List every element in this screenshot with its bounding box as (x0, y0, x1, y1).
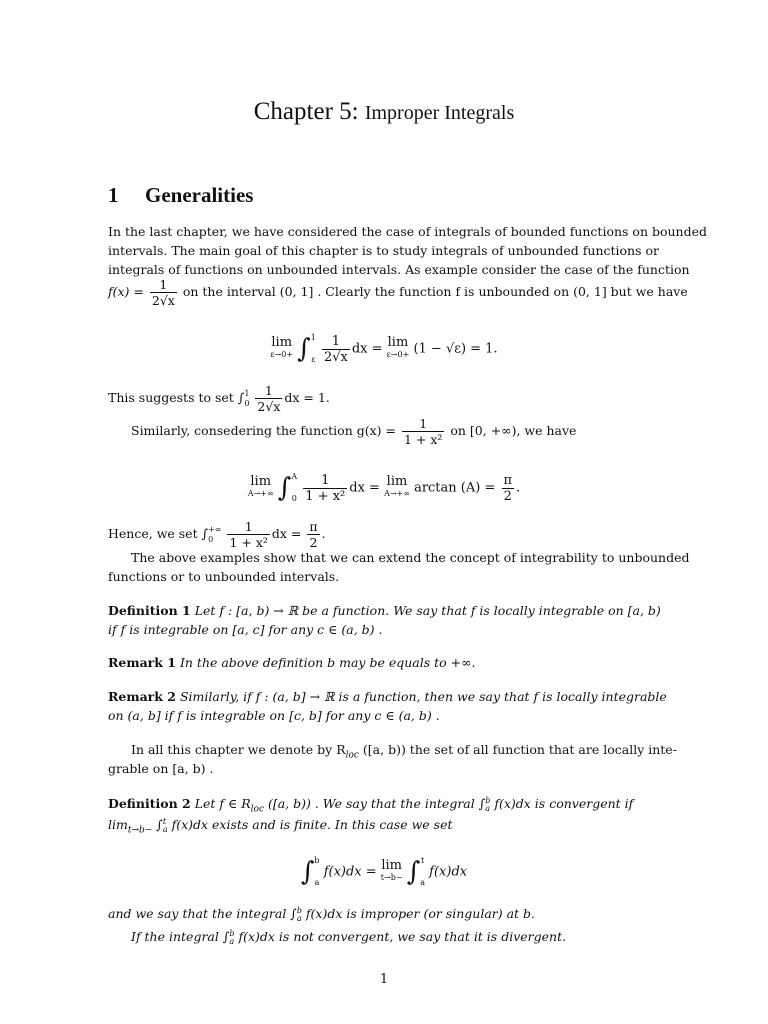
intro-line-3: integrals of functions on unbounded intervals. As example consider the case of the function (108, 262, 690, 277)
above-line-2: functions or to unbounded intervals. (108, 569, 340, 584)
intro-line-4-text: on the interval (0, 1] . Clearly the function f is unbounded on (0, 1] but we have (182, 284, 688, 299)
fx-label: f(x) = (108, 284, 144, 299)
definition-label: Definition 2 (108, 796, 191, 811)
section-title: Generalities (145, 183, 254, 207)
remark-label: Remark 2 (108, 689, 176, 704)
fraction: $\frac{\pi}{2}$ (503, 472, 513, 504)
notation-line-2: grable on [a, b) . (108, 761, 214, 776)
fraction: $\frac{\pi}{2}$ (309, 519, 318, 550)
limit-operator: lim A→+∞ (384, 474, 410, 498)
tail-line-2: If the integral ∫ b a f(x)dx is not convergent, we say that it is divergent. (131, 928, 567, 946)
definition-1-line-2: if f is integrable on [a, c] for any c ∈ (a, b) . (108, 622, 383, 637)
equation-3: ∫ b a f(x)dx = lim t→b− ∫ t a f(x)dx (300, 856, 468, 887)
integral-sign: ∫ (300, 857, 315, 887)
intro-line-1: In the last chapter, we have considered the case of integrals of bounded functions on bounded (108, 224, 707, 239)
integral-sign: ∫ (297, 334, 311, 364)
fraction: $\frac{1}{\text{1 + x²}}$ (229, 519, 268, 550)
fraction: $\frac{1}{\text{1 + x²}}$ (403, 416, 443, 447)
definition-1: Definition 1 Let f : [a, b) → ℝ be a function. We say that f is locally integrable on [a, b) (108, 603, 661, 618)
similarly-line: Similarly, consedering the function g(x) = $\frac{1}{\text{1 + x²}}$ on [0, +∞), we have (131, 416, 577, 447)
remark-2: Remark 2 Similarly, if f : (a, b] → ℝ is a function, then we say that f is locally integrable (108, 689, 667, 704)
fraction: $\frac{1}{2√x}$ (257, 383, 281, 414)
notation-line-1: In all this chapter we denote by $R_{loc}$ ([a, b)) the set of all function that are locally inte- (131, 742, 677, 761)
equation-1: lim ε→0+ ∫ 1 ε $\frac{1}{2√x}$ dx = lim ε→0+ (1 − √ε) = 1. (270, 333, 498, 365)
intro-line-4 (108, 277, 696, 308)
fraction: $\frac{1}{\text{1 + x²}}$ (305, 472, 346, 504)
definition-2: Definition 2 Let f ∈ $R_{loc}$ ([a, b)) . We say that the integral ∫ b a f(x)dx is convergent if (108, 795, 634, 815)
remark-label: Remark 1 (108, 655, 176, 670)
remark-1: Remark 1 In the above definition b may be equals to +∞. (108, 655, 476, 670)
definition-label: Definition 1 (108, 603, 191, 618)
equation-2: lim A→+∞ ∫ A 0 $\frac{1}{\text{1 + x²}}$ dx = lim A→+∞ arctan (A) = $\frac{\pi}{2}$ . (247, 472, 521, 504)
limit-operator: lim ε→0+ (270, 335, 294, 359)
above-line-1: The above examples show that we can extend the concept of integrability to unbounded (131, 550, 690, 565)
suggest-line: This suggests to set ∫ 1 0 $\frac{1}{2√x}$ dx = 1. (108, 383, 330, 414)
section-number: 1 (108, 183, 119, 207)
remark-2-line-2: on (a, b] if f is integrable on [c, b] for any c ∈ (a, b) . (108, 708, 440, 723)
chapter-label: Chapter 5: (253, 98, 359, 125)
page-number: 1 (379, 972, 389, 987)
definition-2-line-2: $\lim_{t\to b-}$ ∫ t a f(x)dx exists and is finite. In this case we set (108, 816, 453, 836)
section-heading (108, 183, 253, 208)
hence-line: Hence, we set ∫ +∞ 0 $\frac{1}{\text{1 + x²}}$ dx = $\frac{\pi}{2}$ . (108, 519, 326, 550)
chapter-title (0, 98, 768, 126)
limit-operator: lim A→+∞ (247, 474, 274, 498)
fraction: $\frac{1}{2√x}$ (151, 277, 175, 308)
tail-line-1: and we say that the integral ∫ b a f(x)dx is improper (or singular) at b. (108, 905, 536, 923)
integral-sign: ∫ (406, 857, 421, 887)
integral-sign: ∫ (277, 473, 292, 503)
intro-line-2: intervals. The main goal of this chapter is to study integrals of unbounded functions or (108, 243, 659, 258)
fraction: $\frac{1}{2√x}$ (323, 333, 348, 365)
chapter-subtitle: Improper Integrals (364, 102, 515, 124)
limit-operator: lim t→b− (380, 858, 403, 882)
limit-operator: lim ε→0+ (386, 335, 410, 359)
